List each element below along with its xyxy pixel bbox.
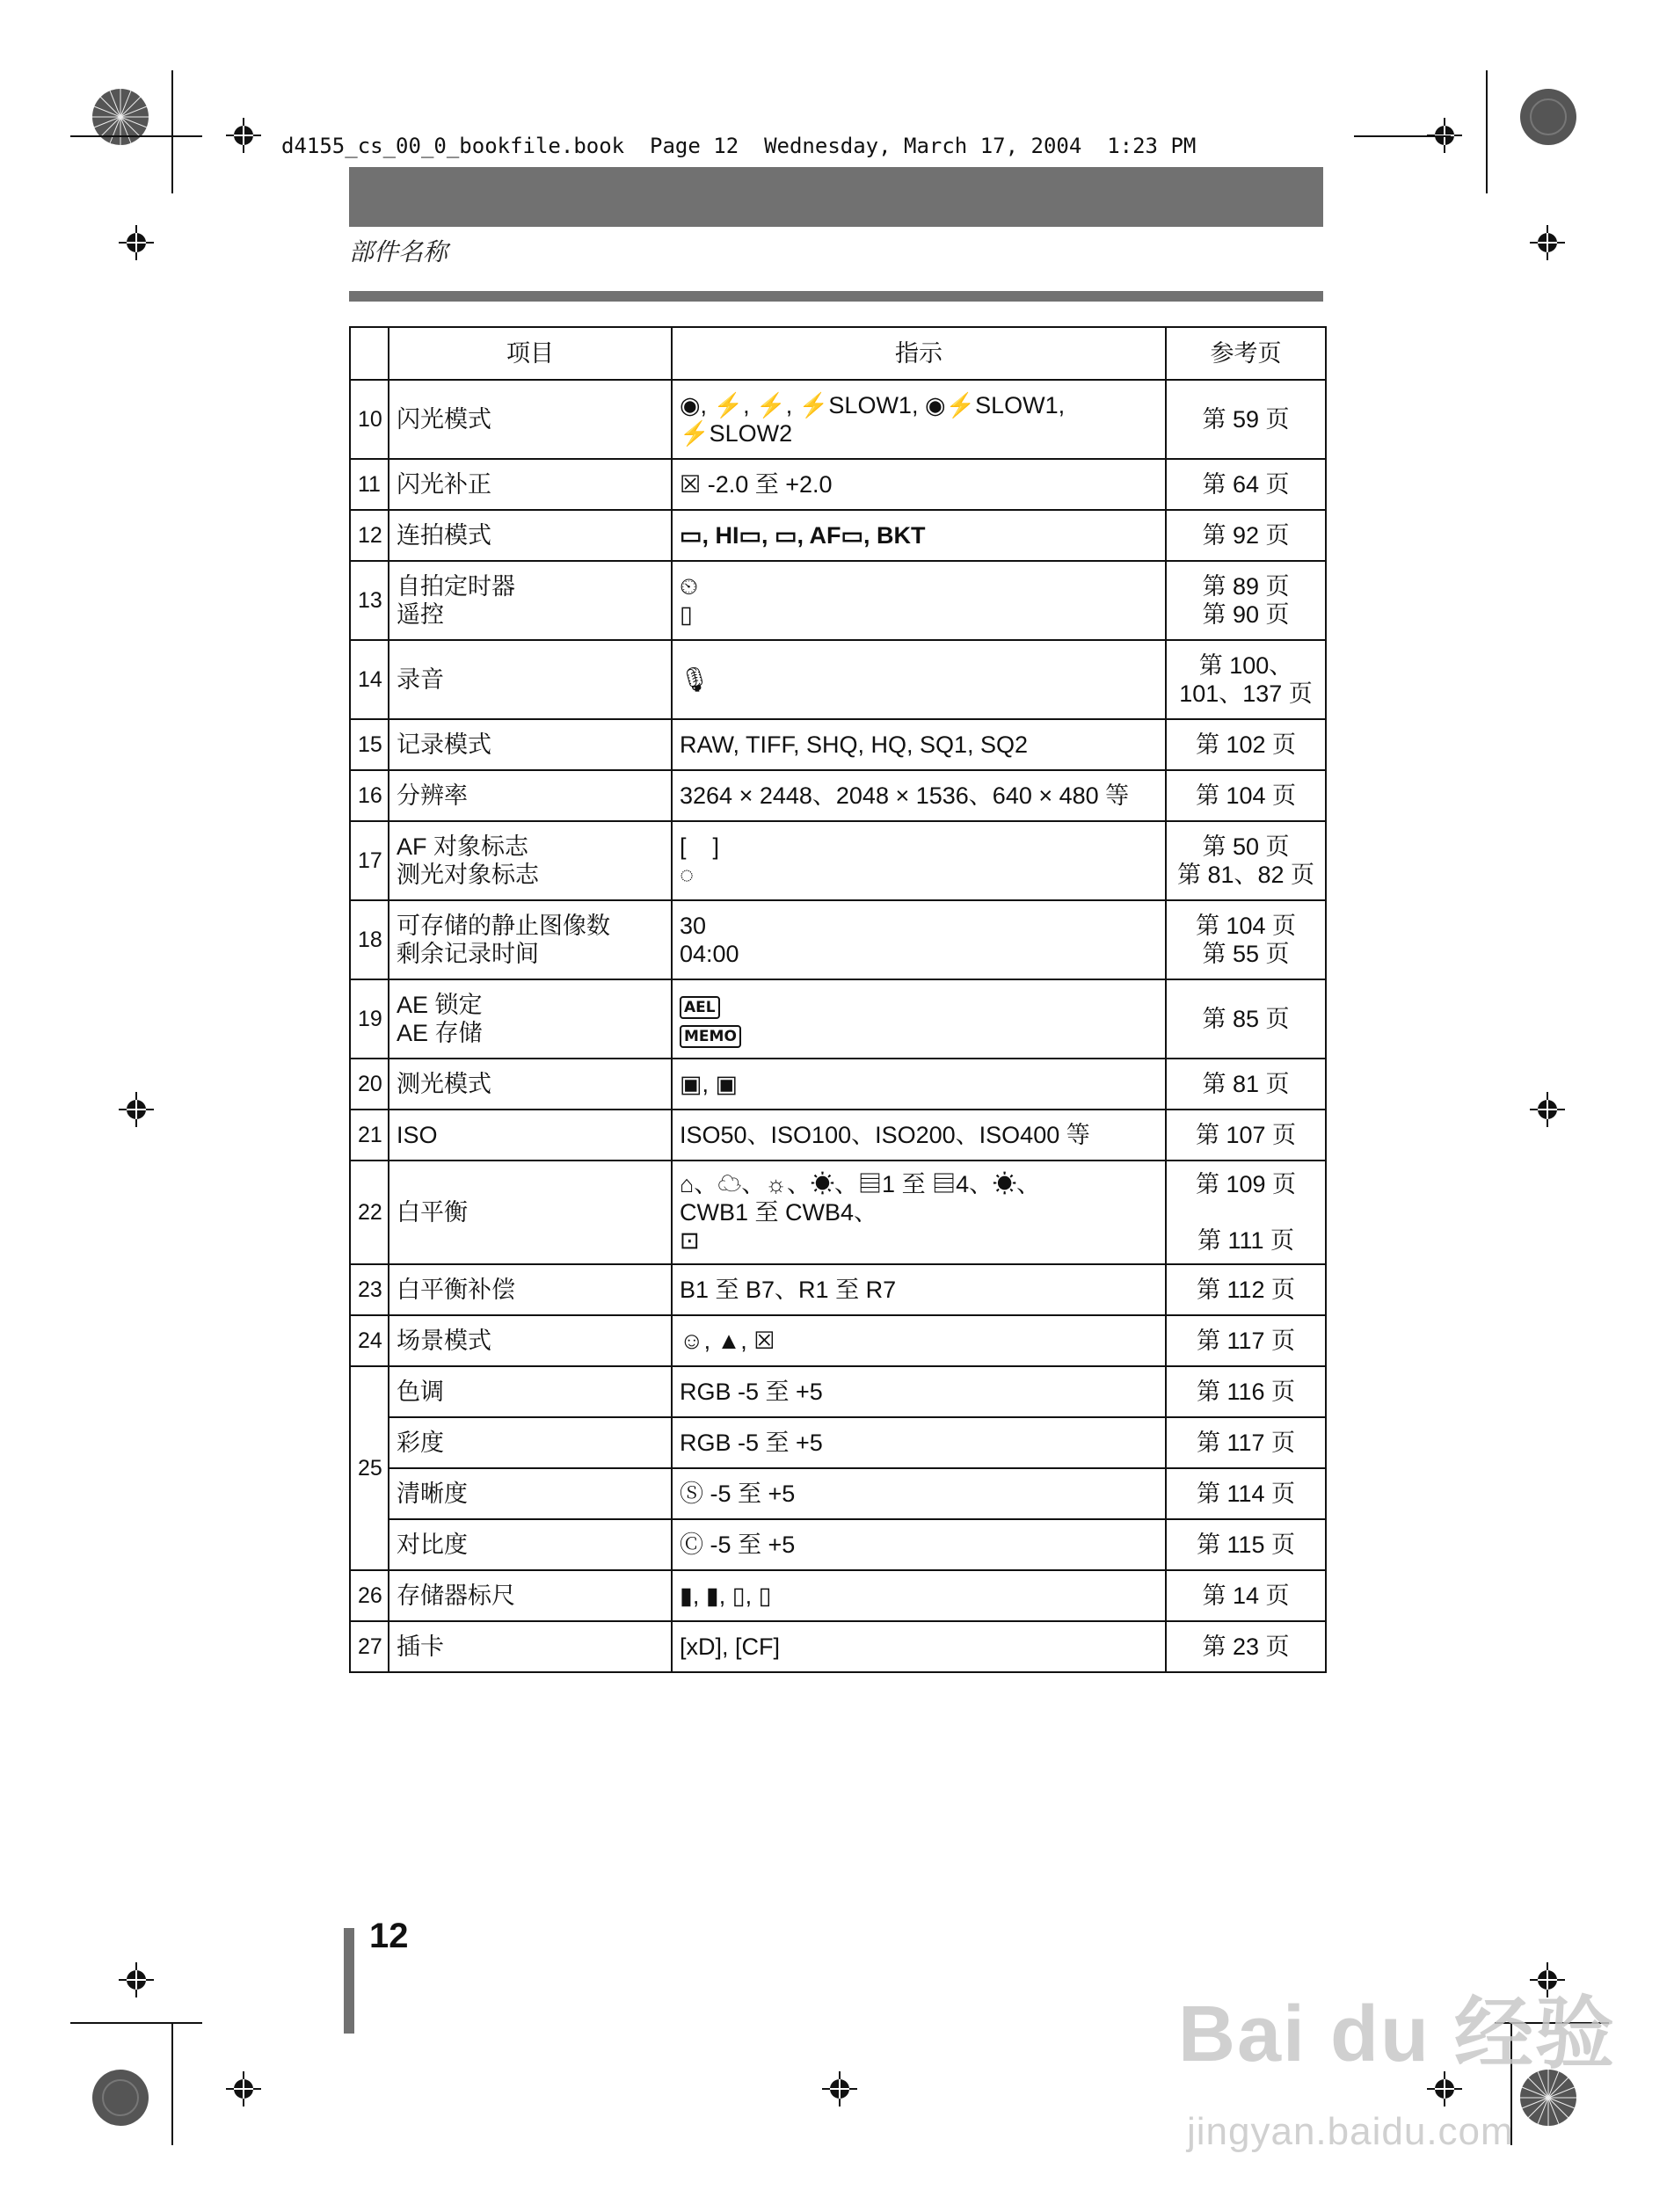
row-number: 17 (350, 821, 389, 900)
ref-line: 第 111 页 (1197, 1227, 1295, 1254)
ref-line: 第 107 页 (1195, 1122, 1297, 1148)
row-ref: 第 115 页 (1166, 1519, 1326, 1570)
row-item (389, 719, 672, 770)
row-ref (1166, 510, 1326, 561)
row-number: 14 (350, 640, 389, 719)
indication-line: ◌ (680, 862, 695, 888)
row-ref (1166, 1315, 1326, 1366)
parts-table (349, 326, 1327, 1673)
section-divider (349, 291, 1323, 302)
indication-line: ⊡ (680, 1227, 700, 1254)
ref-line: 第 100、 (1198, 652, 1293, 679)
row-number: 26 (350, 1570, 389, 1621)
row-ref (1166, 640, 1326, 719)
ref-line: 第 23 页 (1202, 1634, 1290, 1660)
item-line: 闪光补正 (397, 471, 491, 498)
item-line: AF 对象标志 (397, 833, 529, 860)
table-row (350, 821, 1326, 900)
row-indication: Ⓒ -5 至 +5 (672, 1519, 1166, 1570)
ref-line: 第 104 页 (1195, 913, 1297, 939)
ref-line: 第 104 页 (1195, 782, 1297, 809)
row-number: 27 (350, 1621, 389, 1672)
row-number: 18 (350, 900, 389, 979)
item-line: 连拍模式 (397, 522, 491, 549)
item-line: 闪光模式 (397, 406, 491, 433)
table-row (350, 1621, 1326, 1672)
row-item (389, 1110, 672, 1161)
row-item (389, 1059, 672, 1110)
crop-line (171, 2022, 173, 2145)
row-indication (672, 510, 1166, 561)
row-indication (672, 640, 1166, 719)
item-line: 存储器标尺 (397, 1583, 515, 1609)
row-number: 11 (350, 459, 389, 510)
table-row (350, 900, 1326, 979)
row-item: 彩度 (389, 1417, 672, 1468)
indication-line: ▣, ▣ (680, 1071, 739, 1097)
row-number: 24 (350, 1315, 389, 1366)
crosshair-mark-icon (1530, 1092, 1565, 1127)
registration-star-icon (1518, 87, 1578, 147)
row-number: 10 (350, 380, 389, 459)
indication-line: B1 至 B7、R1 至 R7 (680, 1277, 897, 1303)
table-row (350, 510, 1326, 561)
crosshair-mark-icon (1530, 225, 1565, 260)
item-line: AE 存储 (397, 1020, 483, 1046)
row-indication (672, 561, 1166, 640)
ref-line: 第 92 页 (1202, 522, 1290, 549)
row-number: 22 (350, 1161, 389, 1264)
row-indication: RGB -5 至 +5 (672, 1366, 1166, 1417)
indication-line: 🎙 (680, 666, 710, 693)
row-indication (672, 380, 1166, 459)
indication-line: ◉, ⚡, ⚡, ⚡SLOW1, ◉⚡SLOW1, (680, 392, 1066, 418)
crosshair-mark-icon (226, 118, 261, 153)
table-row (350, 561, 1326, 640)
row-ref (1166, 900, 1326, 979)
row-indication (672, 1059, 1166, 1110)
indication-line: 04:00 (680, 941, 739, 967)
row-item: 对比度 (389, 1519, 672, 1570)
ref-line: 第 55 页 (1202, 941, 1290, 967)
item-line: 白平衡 (397, 1199, 468, 1226)
row-indication (672, 1264, 1166, 1315)
table-row (350, 1417, 1326, 1468)
crosshair-mark-icon (226, 2071, 261, 2106)
table-row (350, 979, 1326, 1059)
page-number-bar (344, 1928, 354, 2034)
item-line: 剩余记录时间 (397, 941, 539, 967)
item-line: 自拍定时器 (397, 573, 515, 600)
row-item (389, 770, 672, 821)
row-item (389, 640, 672, 719)
row-number: 15 (350, 719, 389, 770)
item-line: ISO (397, 1122, 438, 1148)
row-ref: 第 116 页 (1166, 1366, 1326, 1417)
table-row (350, 719, 1326, 770)
header-item: 项目 (389, 327, 672, 380)
row-ref (1166, 1570, 1326, 1621)
indication-line: ⚡SLOW2 (680, 420, 793, 447)
row-number: 16 (350, 770, 389, 821)
row-number: 12 (350, 510, 389, 561)
row-ref (1166, 1621, 1326, 1672)
ref-line: 第 109 页 (1195, 1171, 1297, 1197)
table-row (350, 1264, 1326, 1315)
crop-line (1354, 135, 1451, 137)
row-indication (672, 1621, 1166, 1672)
crosshair-mark-icon (119, 1092, 154, 1127)
crop-line (1486, 70, 1488, 193)
row-item (389, 510, 672, 561)
table-row (350, 1110, 1326, 1161)
ref-line: 第 59 页 (1202, 406, 1290, 433)
table-row (350, 1366, 1326, 1417)
header-ref: 参考页 (1166, 327, 1326, 380)
row-item (389, 459, 672, 510)
header-num (350, 327, 389, 380)
indication-line: ☺, ▲, ☒ (680, 1328, 775, 1354)
title-bar (349, 167, 1323, 227)
row-item (389, 1264, 672, 1315)
row-indication (672, 719, 1166, 770)
table-row (350, 459, 1326, 510)
row-item (389, 1621, 672, 1672)
row-indication (672, 900, 1166, 979)
ref-line: 第 81、82 页 (1176, 862, 1315, 888)
item-line: 测光对象标志 (397, 862, 539, 888)
item-line: 遥控 (397, 601, 444, 628)
item-line: 场景模式 (397, 1328, 491, 1354)
row-ref (1166, 770, 1326, 821)
crop-line (70, 135, 202, 137)
ref-line: 第 89 页 (1202, 573, 1290, 600)
row-item (389, 900, 672, 979)
row-number: 13 (350, 561, 389, 640)
row-ref (1166, 1161, 1326, 1264)
indication-line: ⌂、☁、☼、☀、▤1 至 ▤4、☀、 (680, 1171, 1041, 1197)
table-row (350, 1315, 1326, 1366)
item-line: 插卡 (397, 1634, 444, 1660)
row-item (389, 380, 672, 459)
row-item (389, 1315, 672, 1366)
section-title: 部件名称 (349, 238, 448, 266)
row-item: 色调 (389, 1366, 672, 1417)
row-number: 25 (350, 1366, 389, 1570)
ref-line: 第 81 页 (1202, 1071, 1290, 1097)
table-row (350, 1519, 1326, 1570)
indication-line: RAW, TIFF, SHQ, HQ, SQ1, SQ2 (680, 731, 1029, 758)
table-row (350, 640, 1326, 719)
row-number: 23 (350, 1264, 389, 1315)
row-indication (672, 1110, 1166, 1161)
indication-line: ▭, HI▭, ▭, AF▭, BKT (680, 522, 926, 549)
row-ref (1166, 1110, 1326, 1161)
row-ref (1166, 459, 1326, 510)
ref-line: 第 14 页 (1202, 1583, 1290, 1609)
row-indication (672, 770, 1166, 821)
row-item (389, 1161, 672, 1264)
row-ref (1166, 1059, 1326, 1110)
row-ref (1166, 821, 1326, 900)
row-indication (672, 459, 1166, 510)
file-header-line: d4155_cs_00_0_bookfile.book Page 12 Wednesday, March 17, 2004 1:23 PM (281, 134, 1197, 158)
crop-line (70, 2022, 202, 2024)
row-indication (672, 1315, 1166, 1366)
ref-line: 第 85 页 (1202, 1006, 1290, 1032)
indication-line: 3264 × 2448、2048 × 1536、640 × 480 等 (680, 782, 1130, 809)
indication-line: 30 (680, 913, 707, 939)
crop-line (171, 70, 173, 193)
table-row (350, 1468, 1326, 1519)
row-ref (1166, 719, 1326, 770)
crosshair-mark-icon (822, 2071, 857, 2106)
row-item (389, 979, 672, 1059)
indication-line: [ ] (680, 833, 720, 860)
header-indication: 指示 (672, 327, 1166, 380)
indication-line: CWB1 至 CWB4、 (680, 1199, 878, 1226)
item-line: 测光模式 (397, 1071, 491, 1097)
ref-line: 第 64 页 (1202, 471, 1290, 498)
row-number: 21 (350, 1110, 389, 1161)
page-number: 12 (369, 1917, 409, 1955)
row-ref (1166, 380, 1326, 459)
registration-star-icon (91, 87, 150, 147)
row-ref (1166, 979, 1326, 1059)
item-line: 录音 (397, 666, 444, 693)
crosshair-mark-icon (119, 225, 154, 260)
row-indication: Ⓢ -5 至 +5 (672, 1468, 1166, 1519)
row-indication: RGB -5 至 +5 (672, 1417, 1166, 1468)
row-indication (672, 979, 1166, 1059)
table-header-row (350, 327, 1326, 380)
indication-line: ▮, ▮, ▯, ▯ (680, 1583, 772, 1609)
row-number: 20 (350, 1059, 389, 1110)
row-indication (672, 1161, 1166, 1264)
table-row (350, 1059, 1326, 1110)
watermark-logo: Bai du 经验 (1178, 1990, 1617, 2078)
row-item (389, 1570, 672, 1621)
indication-line: ▯ (680, 601, 693, 628)
table-row (350, 1570, 1326, 1621)
ref-line: 第 102 页 (1195, 731, 1297, 758)
ref-line: 第 112 页 (1196, 1277, 1296, 1303)
item-line: 白平衡补偿 (397, 1277, 515, 1303)
indication-line: [xD], [CF] (680, 1634, 780, 1660)
table-row (350, 380, 1326, 459)
row-ref (1166, 561, 1326, 640)
row-item: 清晰度 (389, 1468, 672, 1519)
item-line: 可存储的静止图像数 (397, 913, 610, 939)
indication-line: ⏲ (680, 573, 699, 600)
ref-line: 第 90 页 (1202, 601, 1290, 628)
row-item (389, 561, 672, 640)
table-row (350, 1161, 1326, 1264)
row-ref: 第 114 页 (1166, 1468, 1326, 1519)
registration-star-icon (91, 2068, 150, 2128)
memo-icon: MEMO (680, 1025, 741, 1048)
watermark-url: jingyan.baidu.com (1187, 2110, 1514, 2153)
row-ref (1166, 1264, 1326, 1315)
crosshair-mark-icon (119, 1962, 154, 1997)
ref-line: 第 117 页 (1196, 1328, 1296, 1354)
table-row (350, 770, 1326, 821)
item-line: AE 锁定 (397, 992, 483, 1018)
ael-icon: AEL (680, 996, 720, 1019)
ref-line: 第 50 页 (1202, 833, 1290, 860)
row-number: 19 (350, 979, 389, 1059)
row-item (389, 821, 672, 900)
item-line: 记录模式 (397, 731, 491, 758)
ref-line: 101、137 页 (1179, 680, 1313, 707)
item-line: 分辨率 (397, 782, 468, 809)
row-indication (672, 821, 1166, 900)
indication-line: ISO50、ISO100、ISO200、ISO400 等 (680, 1122, 1090, 1148)
row-ref: 第 117 页 (1166, 1417, 1326, 1468)
row-indication (672, 1570, 1166, 1621)
indication-line: ☒ -2.0 至 +2.0 (680, 471, 833, 498)
